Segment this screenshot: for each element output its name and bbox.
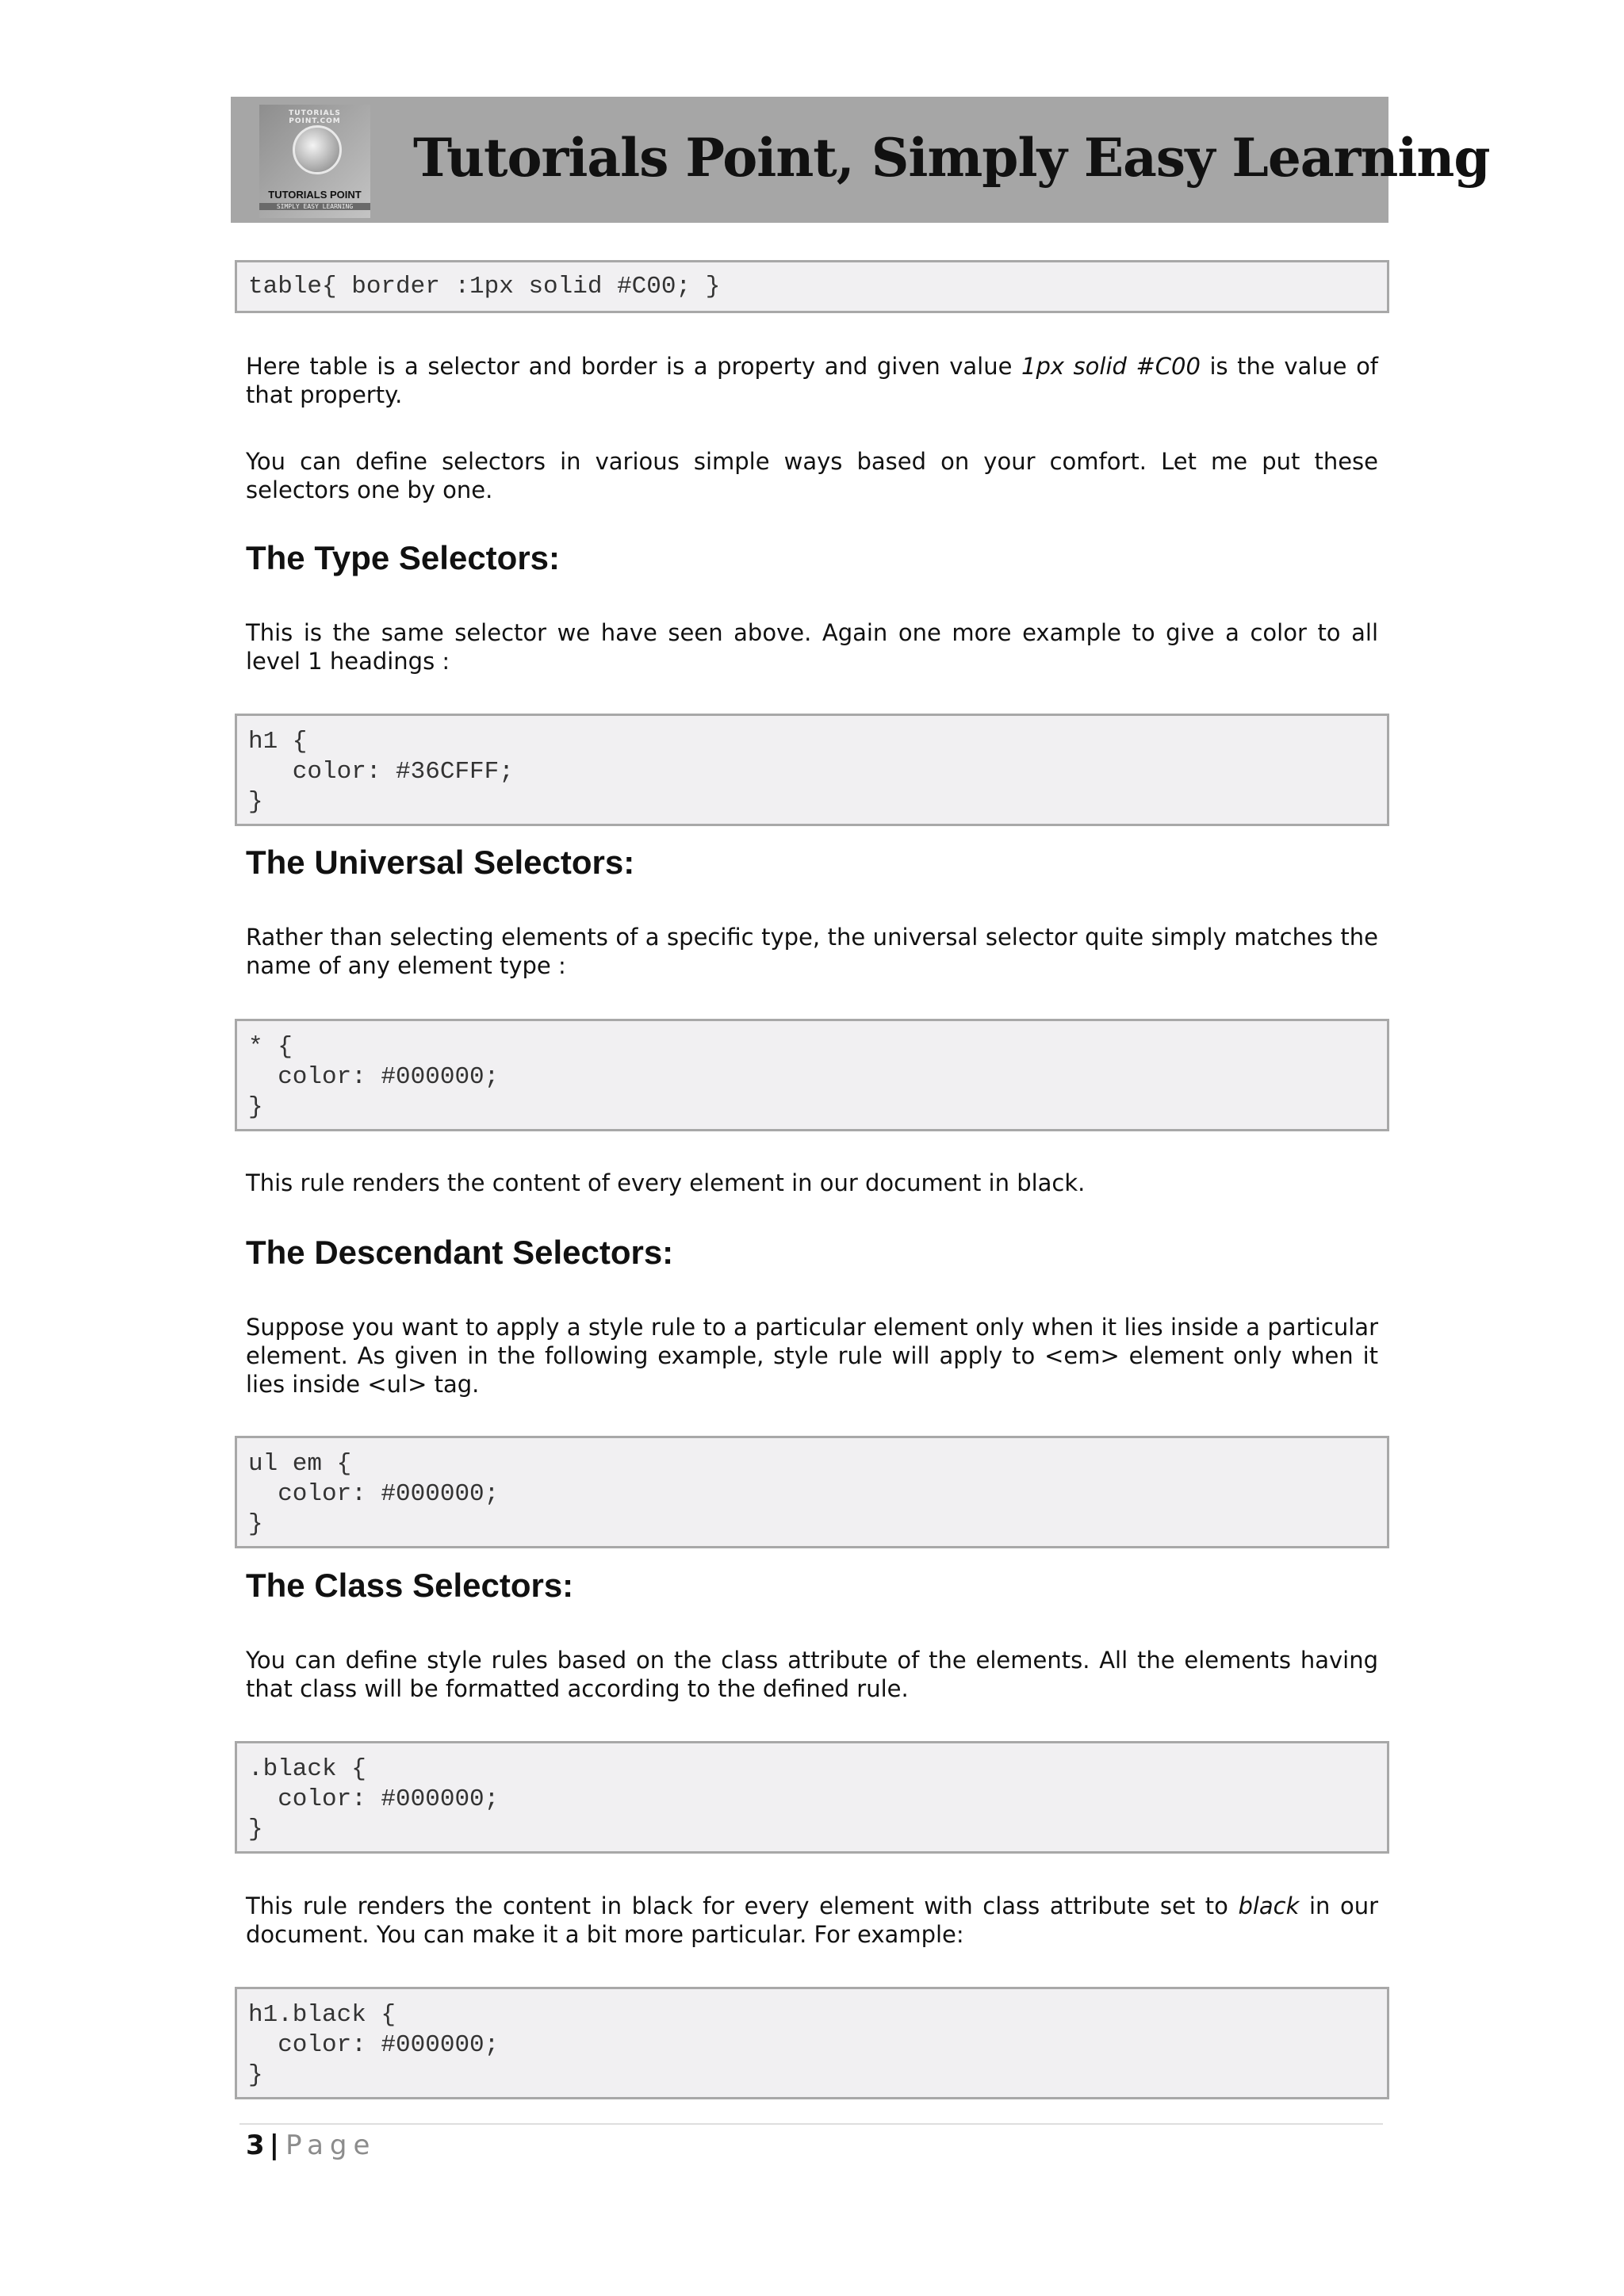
paragraph-text: This rule renders the content in black for every element with class attribute set to (246, 1892, 1239, 1919)
paragraph-emphasis: 1px solid #C00 (1021, 353, 1201, 380)
heading-type-selectors: The Type Selectors: (246, 539, 561, 576)
paragraph-class-selectors: You can define style rules based on the class attribute of the elements. All the elements having that class will be formatted according to the defined rule. (246, 1647, 1378, 1702)
paragraph-selectors-intro: You can define selectors in various simple ways based on your comfort. Let me put these selectors one by one. (246, 448, 1378, 503)
paragraph-text: Here table is a selector and border is a property and given value (246, 353, 1021, 380)
heading-descendant-selectors: The Descendant Selectors: (246, 1234, 674, 1271)
paragraph-text: is the value of that property. (246, 353, 1379, 408)
code-block-descendant: ul em { color: #000000; } (235, 1436, 1389, 1548)
logo-tagline: SIMPLY EASY LEARNING (259, 203, 370, 210)
paragraph-universal-selectors: Rather than selecting elements of a specific type, the universal selector quite simply matches the name of any element type : (246, 924, 1378, 979)
footer-divider (239, 2123, 1383, 2125)
paragraph-type-selectors: This is the same selector we have seen above. Again one more example to give a color to all level 1 headings : (246, 619, 1378, 675)
paragraph-table-explanation (246, 352, 1378, 409)
paragraph-emphasis: black (1238, 1892, 1300, 1919)
footer-separator: | (269, 2130, 280, 2161)
logo-brand-text: TUTORIALS POINT (268, 189, 362, 201)
page-footer (246, 2130, 376, 2161)
code-block-class: .black { color: #000000; } (235, 1741, 1389, 1854)
logo-emblem-icon (293, 125, 342, 174)
heading-universal-selectors: The Universal Selectors: (246, 844, 635, 881)
code-block-universal: * { color: #000000; } (235, 1019, 1389, 1131)
page-header (231, 97, 1490, 223)
heading-class-selectors: The Class Selectors: (246, 1567, 574, 1604)
header-title: Tutorials Point, Simply Easy Learning (413, 127, 1490, 189)
page-number: 3 (246, 2130, 265, 2161)
paragraph-descendant-selectors: Suppose you want to apply a style rule to a particular element only when it lies inside a particular element. As given in the following example, style rule will apply to <em> element only when it lies inside <ul> tag. (246, 1314, 1378, 1398)
paragraph-text: in our document. You can make it a bit more particular. For example: (246, 1892, 1379, 1948)
code-block-h1-black: h1.black { color: #000000; } (235, 1987, 1389, 2099)
logo-arc-text: TUTORIALS POINT.COM (289, 109, 341, 125)
code-block-table: table{ border :1px solid #C00; } (235, 260, 1389, 313)
paragraph-universal-rule: This rule renders the content of every element in our document in black. (246, 1169, 1086, 1196)
paragraph-class-rule (246, 1892, 1378, 1949)
page-label: Page (285, 2130, 377, 2161)
code-block-h1: h1 { color: #36CFFF; } (235, 714, 1389, 826)
tutorials-point-logo (259, 105, 370, 218)
